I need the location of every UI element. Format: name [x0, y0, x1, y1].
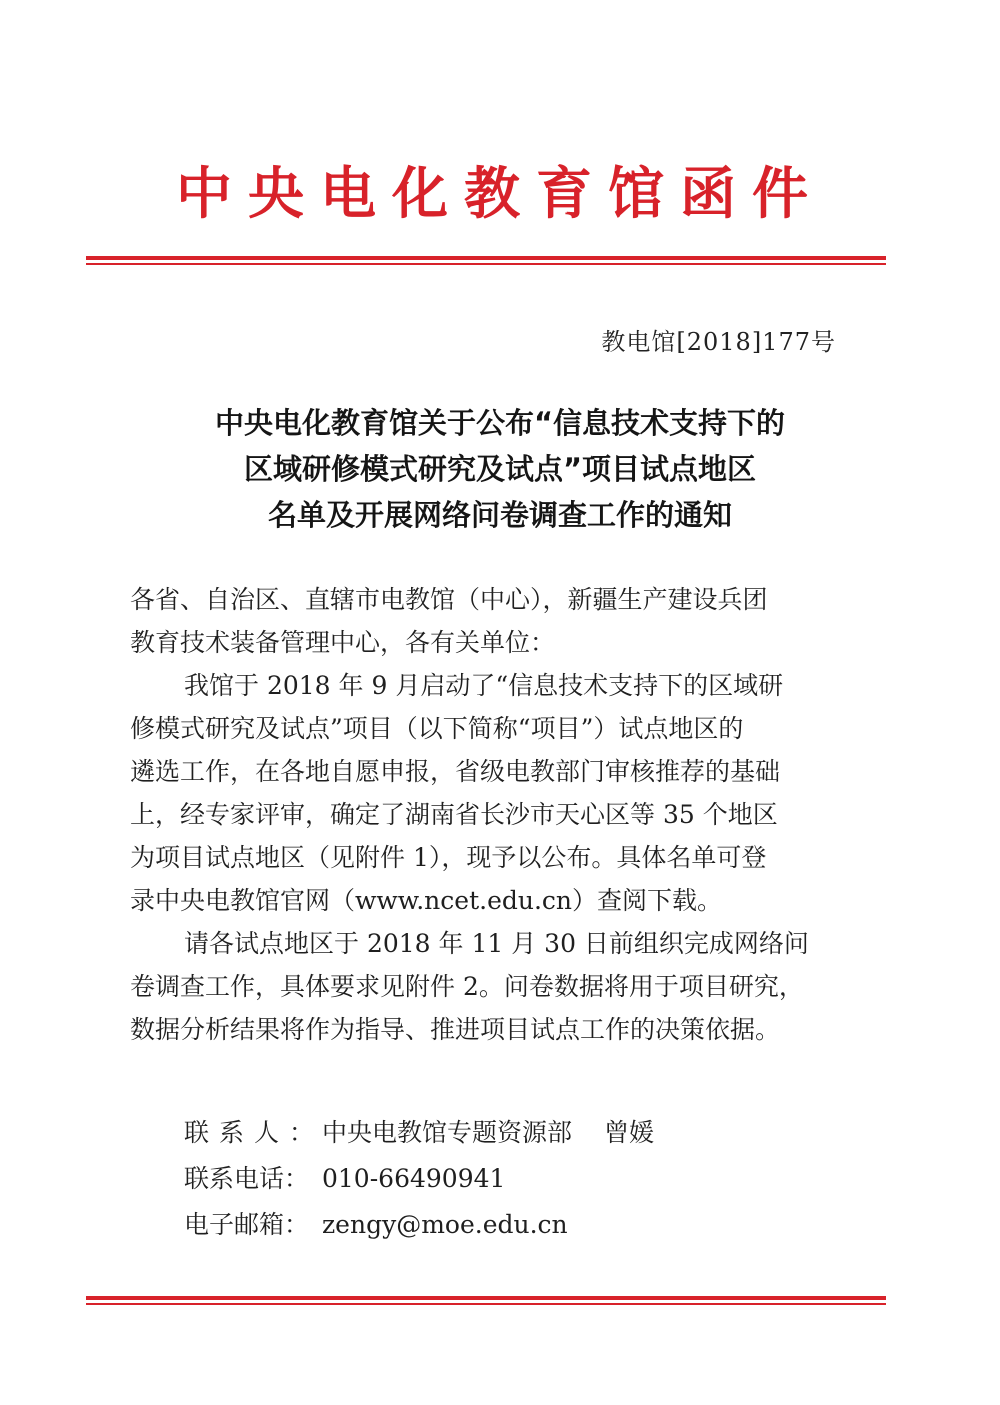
body-line: 遴选工作，在各地自愿申报，省级电教部门审核推荐的基础 [130, 757, 781, 786]
document-body [130, 578, 850, 1051]
body-line: 录中央电教馆官网（www.ncet.edu.cn）查阅下载。 [130, 886, 723, 915]
body-line: 我馆于 2018 年 9 月启动了“信息技术支持下的区域研 [184, 671, 784, 700]
footer-divider [86, 1296, 886, 1305]
contact-person-department: 中央电教馆专题资源部 [322, 1118, 573, 1147]
body-line: 修模式研究及试点”项目（以下简称“项目”）试点地区的 [130, 714, 744, 743]
contact-email-label: 电子邮箱： [184, 1210, 310, 1239]
title-line: 名单及开展网络问卷调查工作的通知 [267, 498, 732, 532]
contact-person-label: 联系人： [184, 1118, 325, 1147]
body-line: 请各试点地区于 2018 年 11 月 30 日前组织完成网络问 [184, 929, 809, 958]
document-title [100, 400, 900, 538]
salutation-line: 各省、自治区、直辖市电教馆（中心），新疆生产建设兵团 [130, 585, 768, 614]
letterhead-title: 中央电化教育馆函件 [176, 161, 824, 227]
contact-phone-row [184, 1156, 654, 1202]
document-number: 教电馆[2018]177号 [601, 328, 836, 356]
title-line: 中央电化教育馆关于公布“信息技术支持下的 [214, 406, 786, 440]
body-line: 卷调查工作，具体要求见附件 2。问卷数据将用于项目研究， [130, 972, 804, 1001]
contact-person-row [184, 1110, 654, 1156]
contact-email-row [184, 1202, 654, 1248]
contact-phone-value: 010-66490941 [322, 1164, 506, 1193]
body-line: 数据分析结果将作为指导、推进项目试点工作的决策依据。 [130, 1015, 781, 1044]
contact-phone-label: 联系电话： [184, 1164, 310, 1193]
salutation-line: 教育技术装备管理中心，各有关单位： [130, 628, 556, 657]
contact-email-value: zengy@moe.edu.cn [322, 1210, 568, 1239]
body-line: 上，经专家评审，确定了湖南省长沙市天心区等 35 个地区 [130, 800, 778, 829]
contact-info [184, 1110, 654, 1248]
contact-person-name: 曾媛 [604, 1118, 655, 1147]
body-line: 为项目试点地区（见附件 1），现予以公布。具体名单可登 [130, 843, 767, 872]
title-line: 区域研修模式研究及试点”项目试点地区 [243, 452, 757, 486]
header-divider [86, 256, 886, 265]
